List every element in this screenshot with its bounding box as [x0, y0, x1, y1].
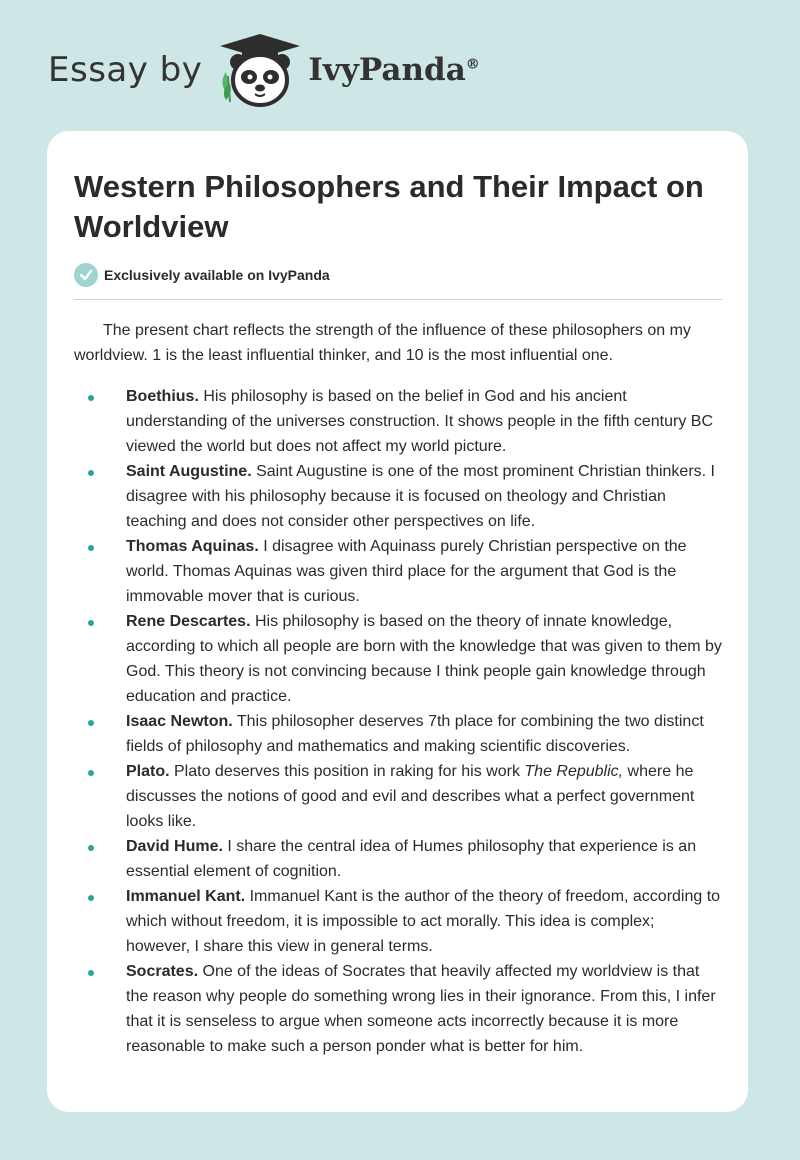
brand-name[interactable]: [308, 52, 479, 88]
list-item: [74, 384, 722, 459]
item-text: This philosopher deserves 7th place for combining the two distinct fields of philosophy and mathematics and making scientific discoveries.: [126, 713, 704, 755]
brand-text: IvyPanda: [308, 52, 466, 88]
item-text: where he discusses the notions of good and evil and describes what a perfect government looks like.: [126, 763, 695, 830]
list-item: [74, 534, 722, 609]
bullet-icon: [88, 395, 94, 401]
list-item: [74, 834, 722, 884]
site-header: [48, 30, 480, 110]
item-name: Immanuel Kant.: [126, 888, 246, 905]
item-name: Isaac Newton.: [126, 713, 233, 730]
exclusive-badge: [74, 263, 722, 300]
list-item: [74, 609, 722, 709]
bullet-icon: [88, 770, 94, 776]
item-name: Socrates.: [126, 963, 199, 980]
book-title: The Republic,: [524, 763, 624, 780]
list-item: [74, 959, 722, 1059]
item-text: One of the ideas of Socrates that heavily affected my worldview is that the reason why people do something wrong lies in their ignorance. From this, I infer that it is senseless to argue when someone acts incorrectly because it is more reasonable to make such a person ponder what is better for him.: [126, 963, 716, 1055]
page-title: Western Philosophers and Their Impact on Worldview: [74, 169, 704, 244]
item-name: David Hume.: [126, 838, 223, 855]
item-text: I share the central idea of Humes philosophy that experience is an essential element of cognition.: [126, 838, 697, 880]
item-text: His philosophy is based on the belief in God and his ancient understanding of the universes construction. It shows people in the fifth century BC viewed the world but does not affect my world picture.: [126, 388, 713, 455]
item-name: Thomas Aquinas.: [126, 538, 259, 555]
bullet-icon: [88, 470, 94, 476]
exclusive-text: Exclusively available on IvyPanda: [104, 267, 330, 283]
item-text: Immanuel Kant is the author of the theory of freedom, according to which without freedom, it is impossible to act morally. This idea is complex; however, I share this view in general terms.: [126, 888, 721, 955]
list-item: [74, 759, 722, 834]
item-name: Saint Augustine.: [126, 463, 252, 480]
panda-graduate-icon[interactable]: [216, 32, 302, 108]
registered-mark: ®: [465, 56, 480, 73]
bullet-icon: [88, 970, 94, 976]
bullet-icon: [88, 845, 94, 851]
item-name: Boethius.: [126, 388, 199, 405]
list-item: [74, 884, 722, 959]
essay-by-label: Essay by: [48, 50, 203, 90]
intro-paragraph: The present chart reflects the strength of the influence of these philosophers on my worldview. 1 is the least influential thinker, and 10 is the most influential one.: [74, 322, 691, 364]
bullet-icon: [88, 545, 94, 551]
item-text: I disagree with Aquinass purely Christian perspective on the world. Thomas Aquinas was given third place for the argument that God is the immovable mover that is curious.: [126, 538, 687, 605]
item-name: Rene Descartes.: [126, 613, 251, 630]
item-name: Plato.: [126, 763, 170, 780]
list-item: [74, 459, 722, 534]
bullet-icon: [88, 620, 94, 626]
essay-card: [47, 131, 748, 1112]
item-text: His philosophy is based on the theory of innate knowledge, according to which all people are born with the knowledge that was given to them by God. This theory is not convincing because I think people gain knowledge through education and practice.: [126, 613, 722, 705]
item-text: Plato deserves this position in raking for his work: [169, 763, 525, 780]
bullet-icon: [88, 895, 94, 901]
check-icon: [74, 263, 98, 287]
bullet-icon: [88, 720, 94, 726]
item-text: Saint Augustine is one of the most prominent Christian thinkers. I disagree with his philosophy because it is focused on theology and Christian teaching and does not consider other perspectives on life.: [126, 463, 715, 530]
list-item: [74, 709, 722, 759]
philosopher-list: [74, 384, 722, 1059]
